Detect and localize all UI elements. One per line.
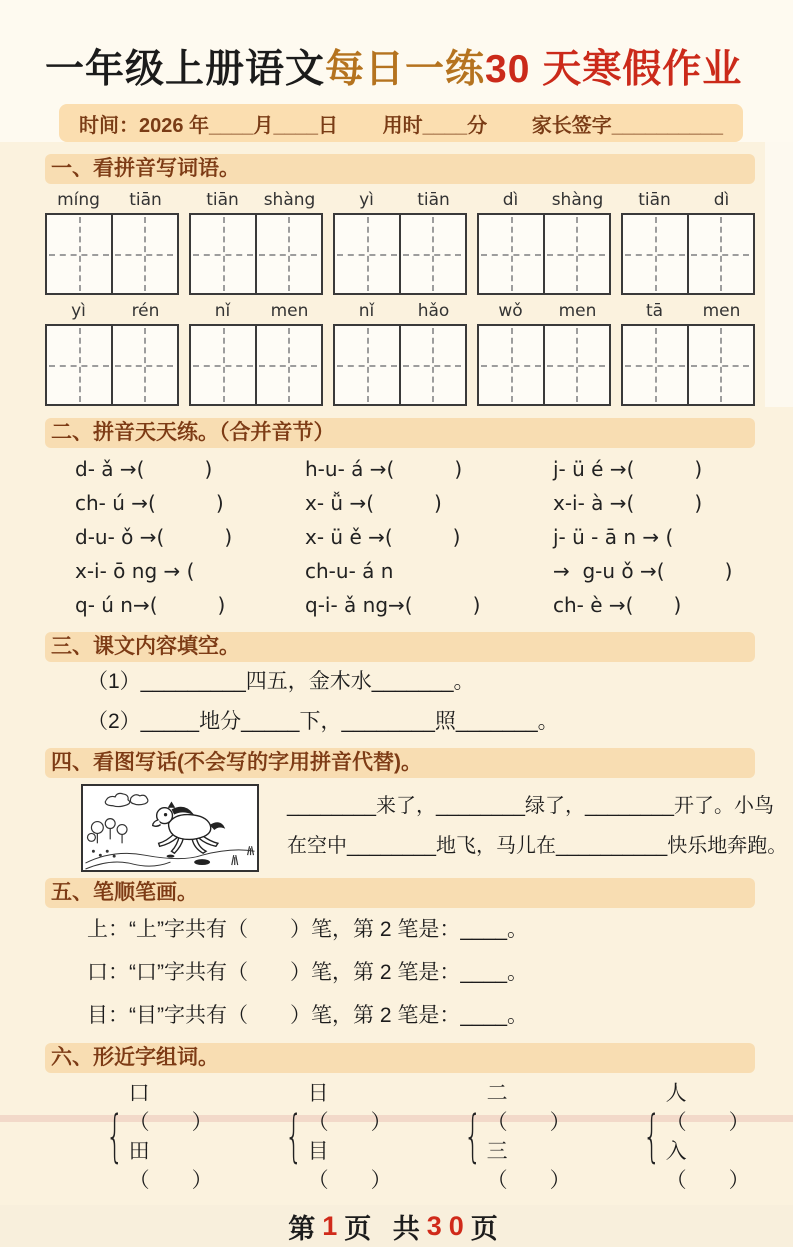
section3-heading: 三、课文内容填空。 (45, 632, 755, 662)
parent-signature-field: 家长签字__________ (531, 114, 723, 137)
tianzige-cell (47, 215, 111, 293)
pinyin-label: nǐ (214, 301, 231, 321)
pinyin-labels (477, 301, 611, 321)
tianzige-cell (255, 326, 319, 404)
tianzige-cell (191, 326, 255, 404)
pair-item: 三（ ） (486, 1140, 571, 1192)
tianzige-box (621, 324, 755, 406)
pinyin-labels (333, 190, 467, 210)
pair-item: 目（ ） (307, 1140, 392, 1192)
merge-item: → g-u ǒ →( ) (553, 559, 733, 583)
pinyin-grid-row-2 (45, 301, 755, 406)
merge-item: q-i- ǎ ng→( ) (305, 593, 481, 617)
tianzige-cell (623, 215, 687, 293)
tianzige-cell (335, 215, 399, 293)
pair-item: 田（ ） (128, 1140, 213, 1192)
pinyin-labels (189, 301, 323, 321)
pinyin-labels (621, 190, 755, 210)
tianzige-cell (111, 215, 175, 293)
writing-grid-group (45, 190, 179, 295)
duration-field: 用时____分 (382, 114, 488, 137)
tianzige-box (477, 324, 611, 406)
similar-characters-exercise (97, 1079, 755, 1195)
writing-grid-group (45, 301, 179, 406)
pinyin-labels (189, 190, 323, 210)
merge-item: x- ǚ →( ) (305, 491, 442, 515)
picture-line-2: 在空中________地飞，马儿在__________快乐地奔跑。 (287, 835, 788, 857)
tianzige-box (333, 324, 467, 406)
scene-illustration (81, 784, 259, 872)
pair-item: 入（ ） (665, 1140, 750, 1192)
cloze-line-1: （1）_________四五，金木水_______。 (87, 670, 475, 693)
writing-grid-group (477, 190, 611, 295)
pinyin-labels (477, 190, 611, 210)
pinyin-label: tiān (129, 190, 162, 210)
pinyin-labels (45, 301, 179, 321)
tianzige-cell (255, 215, 319, 293)
pinyin-labels (333, 301, 467, 321)
total-page-number: 30 (426, 1210, 471, 1241)
pinyin-label: tā (645, 301, 664, 321)
tianzige-cell (399, 215, 463, 293)
pinyin-label: men (702, 301, 741, 321)
tianzige-box (45, 324, 179, 406)
pinyin-label: míng (57, 190, 100, 210)
pinyin-label: shàng (263, 190, 316, 210)
syllable-merge-exercise (75, 452, 755, 622)
footer-middle: 页 共 (344, 1213, 427, 1244)
tianzige-cell (479, 326, 543, 404)
merge-item: h-u- á →( ) (305, 457, 463, 481)
pinyin-label: yì (359, 190, 374, 210)
title-homework: 30 天寒假作业 (485, 48, 743, 91)
current-page-number: 1 (322, 1210, 345, 1241)
pinyin-label: tiān (206, 190, 239, 210)
pinyin-label: yì (71, 301, 86, 321)
merge-item: ch- ú →( ) (75, 491, 224, 515)
tianzige-cell (191, 215, 255, 293)
tianzige-cell (543, 326, 607, 404)
pinyin-label: dì (713, 190, 730, 210)
page-title (45, 38, 755, 94)
title-grade: 一年级上册语文 (45, 48, 326, 91)
tianzige-box (333, 213, 467, 295)
tianzige-box (45, 213, 179, 295)
tianzige-cell (111, 326, 175, 404)
writing-grid-group (621, 190, 755, 295)
section2-heading: 二、拼音天天练。（合并音节） (45, 418, 755, 448)
picture-writing-lines (287, 784, 787, 872)
stroke-line-3: 目：“目”字共有（ ）笔，第 2 笔是：____。 (87, 1004, 529, 1027)
merge-item: x-i- à →( ) (553, 491, 703, 515)
info-band (59, 104, 743, 142)
title-practice: 每日一练 (325, 48, 486, 91)
pinyin-grid-row-1 (45, 190, 755, 295)
pinyin-labels (45, 190, 179, 210)
writing-grid-group (333, 301, 467, 406)
character-pair (634, 1079, 755, 1195)
pinyin-label: rén (131, 301, 160, 321)
pinyin-label: tiān (638, 190, 671, 210)
tianzige-cell (47, 326, 111, 404)
pinyin-label: wǒ (498, 301, 523, 321)
tianzige-box (189, 324, 323, 406)
pair-item: 人（ ） (665, 1082, 750, 1134)
merge-item: ch- è →( ) (553, 593, 682, 617)
pinyin-label: men (270, 301, 309, 321)
pinyin-label: tiān (417, 190, 450, 210)
tianzige-cell (479, 215, 543, 293)
character-pair (455, 1079, 576, 1195)
tianzige-cell (623, 326, 687, 404)
stroke-line-1: 上：“上”字共有（ ）笔，第 2 笔是：____。 (87, 918, 529, 941)
merge-item: d- ǎ →( ) (75, 457, 213, 481)
pinyin-label: nǐ (358, 301, 375, 321)
merge-item: j- ü é →( ) (553, 457, 703, 481)
pair-item: 日（ ） (307, 1082, 392, 1134)
tianzige-cell (687, 326, 751, 404)
tianzige-box (189, 213, 323, 295)
tianzige-box (621, 213, 755, 295)
character-pair (276, 1079, 397, 1195)
pair-item: 二（ ） (486, 1082, 571, 1134)
brace: { (642, 1104, 661, 1169)
section1-heading: 一、看拼音写词语。 (45, 154, 755, 184)
writing-grid-group (621, 301, 755, 406)
writing-grid-group (477, 301, 611, 406)
pinyin-labels (621, 301, 755, 321)
footer-suffix: 页 (470, 1213, 505, 1244)
merge-item: j- ü - ā n → ( (553, 525, 674, 549)
section6-heading: 六、形近字组词。 (45, 1043, 755, 1073)
tianzige-cell (543, 215, 607, 293)
date-field: 时间：2026 年____月____日 (79, 114, 339, 137)
cloze-line-2: （2）_____地分_____下，________照_______。 (87, 710, 559, 733)
section5-heading: 五、笔顺笔画。 (45, 878, 755, 908)
section4-heading: 四、看图写话(不会写的字用拼音代替)。 (45, 748, 755, 778)
tianzige-cell (335, 326, 399, 404)
brace: { (463, 1104, 482, 1169)
stroke-line-2: 口：“口”字共有（ ）笔，第 2 笔是：____。 (87, 961, 529, 984)
footer-prefix: 第 (288, 1213, 323, 1244)
page-footer (0, 1205, 793, 1247)
merge-item: d-u- ǒ →( ) (75, 525, 233, 549)
horse-scene-drawing (83, 786, 257, 870)
merge-item: x- ü ě →( ) (305, 525, 461, 549)
tianzige-cell (399, 326, 463, 404)
brace: { (284, 1104, 303, 1169)
pinyin-label: men (558, 301, 597, 321)
writing-grid-group (333, 190, 467, 295)
pinyin-label: shàng (551, 190, 604, 210)
merge-item: ch-u- á n (305, 559, 394, 583)
pair-item: 口（ ） (128, 1082, 213, 1134)
tianzige-box (477, 213, 611, 295)
picture-line-1: ________来了，________绿了，________开了。小鸟 (287, 795, 774, 817)
writing-grid-group (189, 301, 323, 406)
tianzige-cell (687, 215, 751, 293)
brace: { (105, 1104, 124, 1169)
pinyin-label: dì (502, 190, 519, 210)
merge-item: x-i- ō ng → ( (75, 559, 195, 583)
picture-writing-block (45, 784, 788, 872)
pinyin-label: hǎo (417, 301, 450, 321)
character-pair (97, 1079, 218, 1195)
merge-item: q- ú n→( ) (75, 593, 226, 617)
writing-grid-group (189, 190, 323, 295)
